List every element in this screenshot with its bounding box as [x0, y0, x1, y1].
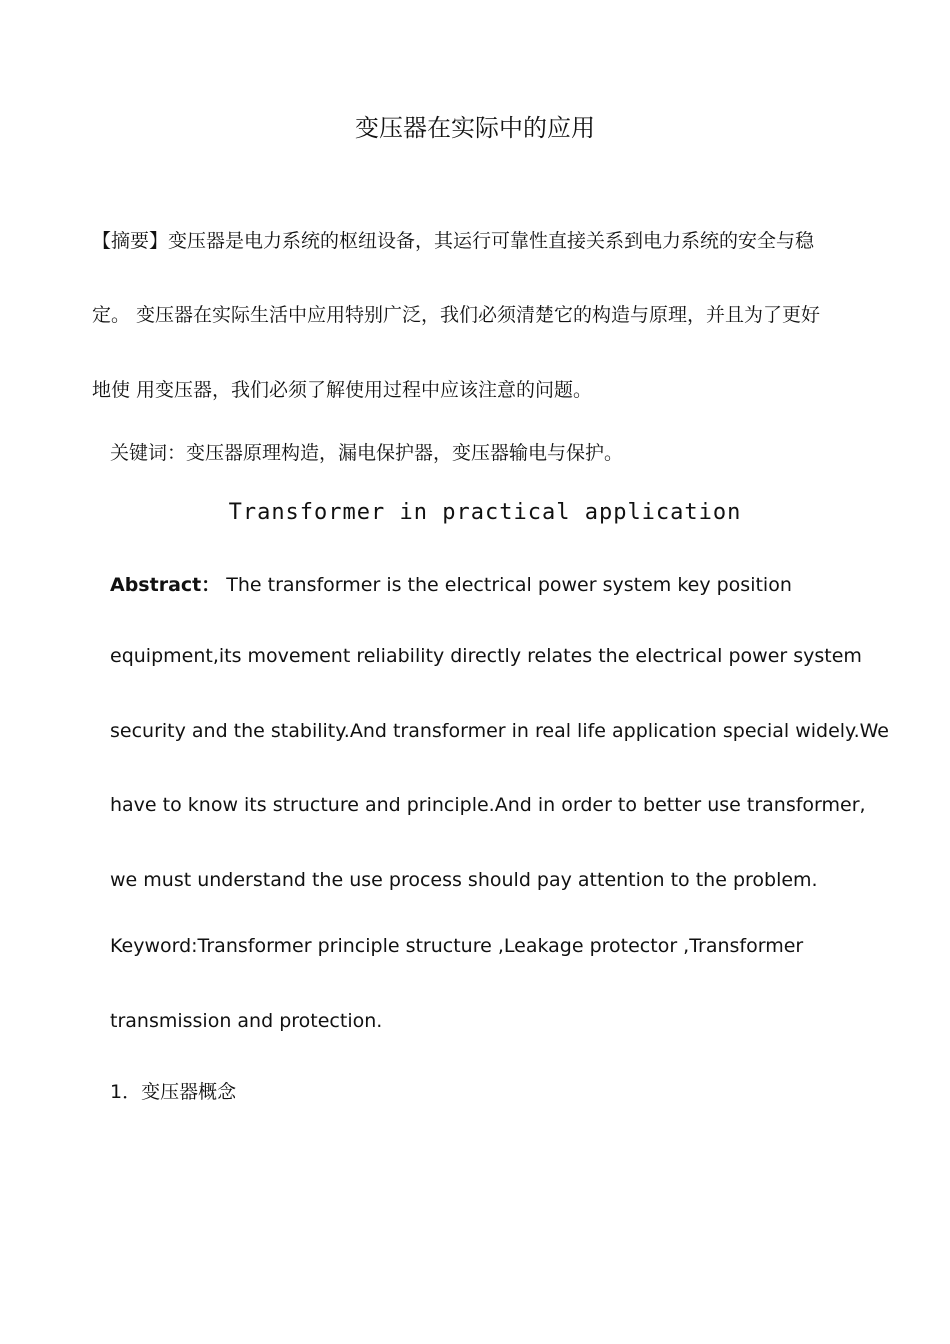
abstract-en-label: Abstract：	[110, 574, 221, 596]
abstract-en-line-3: security and the stability.And transformer in real life application special widely.We	[110, 720, 889, 742]
abstract-zh-line-1: 【摘要】变压器是电力系统的枢纽设备，其运行可靠性直接关系到电力系统的安全与稳	[92, 230, 815, 252]
keywords-zh: 关键词：变压器原理构造，漏电保护器，变压器输电与保护。	[110, 442, 624, 464]
abstract-en-line-2: equipment,its movement reliability directly relates the electrical power system	[110, 645, 862, 667]
keywords-en-line-1: Keyword:Transformer principle structure ,Leakage protector ,Transformer	[110, 935, 804, 957]
abstract-zh-line-3: 地使 用变压器，我们必须了解使用过程中应该注意的问题。	[92, 379, 593, 401]
abstract-en-line-1-text: The transformer is the electrical power system key position	[220, 574, 792, 596]
abstract-en-line-1	[110, 570, 792, 597]
abstract-en-line-4: have to know its structure and principle.And in order to better use transformer,	[110, 794, 866, 816]
section-heading-1: 1．变压器概念	[110, 1081, 237, 1103]
abstract-zh-line-2: 定。 变压器在实际生活中应用特别广泛，我们必须清楚它的构造与原理，并且为了更好	[92, 304, 821, 326]
document-title: 变压器在实际中的应用	[355, 114, 595, 142]
abstract-en-line-5: we must understand the use process should pay attention to the problem.	[110, 869, 818, 891]
keywords-en-line-2: transmission and protection.	[110, 1010, 383, 1032]
english-title: Transformer in practical application	[228, 500, 742, 525]
